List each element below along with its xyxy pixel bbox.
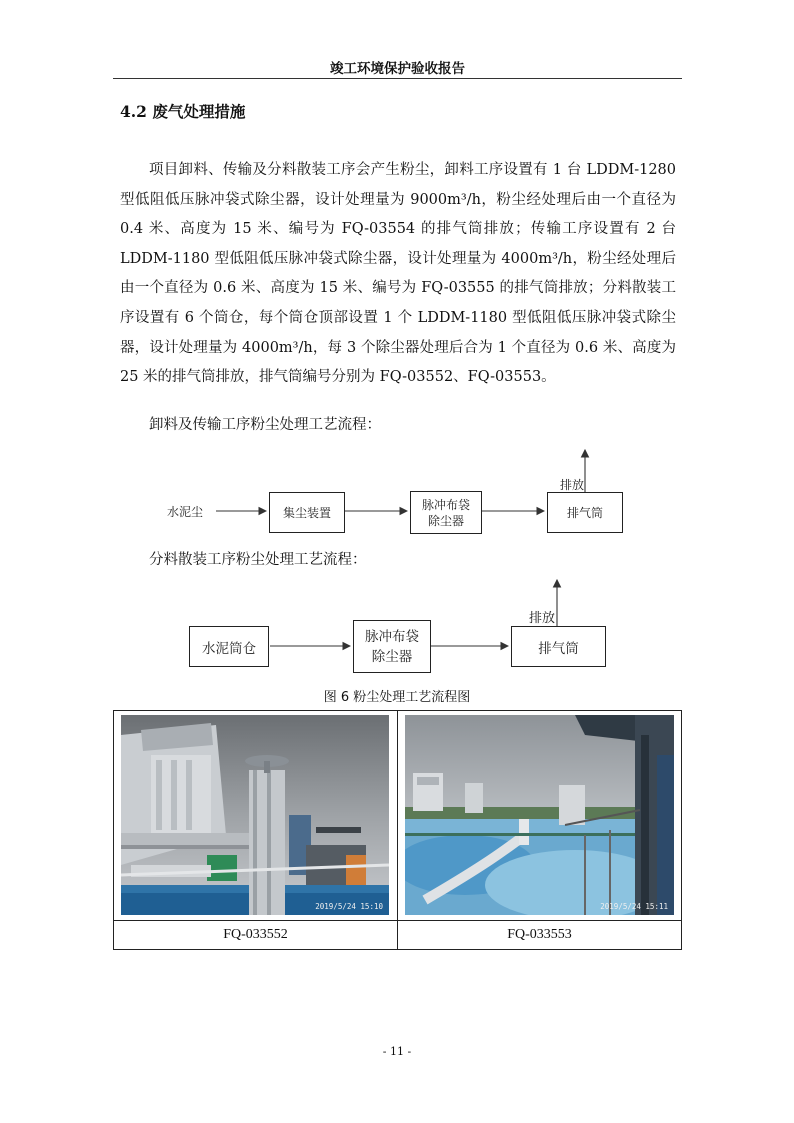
flow1-box-filter-line1: 脉冲布袋 [421, 497, 470, 512]
flow1-box-filter-line2: 除尘器 [427, 513, 464, 528]
flow2-box-filter-line2: 除尘器 [371, 648, 413, 665]
flow1-box-collector-label: 集尘装置 [282, 506, 331, 520]
flow1-box-stack [547, 492, 623, 533]
flow1-source: 水泥尘 [167, 505, 204, 519]
flow1-box-stack-label: 排气筒 [566, 506, 603, 520]
flow2-box-stack [511, 626, 606, 667]
photo1-label: FQ-033552 [223, 927, 288, 942]
table-divider-horizontal [114, 920, 681, 921]
flow1-label: 卸料及传输工序粉尘处理工艺流程： [149, 417, 381, 433]
photo1-timestamp: 2019/5/24 15:10 [315, 902, 383, 911]
flow2-box-filter-line1: 脉冲布袋 [365, 628, 419, 645]
flow1-outlet-label: 排放 [560, 478, 585, 492]
flow2-box-filter [353, 620, 431, 673]
table-divider-vertical [397, 711, 398, 949]
flow2-box-silo-label: 水泥筒仓 [202, 640, 256, 657]
flow2-label: 分料散装工序粉尘处理工艺流程： [149, 552, 367, 568]
photo-rooftop-silo-area [405, 715, 674, 915]
photo2-timestamp: 2019/5/24 15:11 [600, 902, 668, 911]
flow2-box-silo [189, 626, 269, 667]
section-title: 4.2 废气处理措施 [120, 102, 246, 121]
flow2-outlet-label: 排放 [529, 611, 556, 626]
flow1-box-filter [410, 491, 482, 534]
figure-caption: 图 6 粉尘处理工艺流程图 [323, 690, 471, 705]
photo2-label: FQ-033553 [507, 927, 572, 942]
page-header-title: 竣工环境保护验收报告 [330, 61, 465, 77]
flow2-box-stack-label: 排气筒 [538, 640, 579, 657]
photo-fq-033552 [121, 715, 389, 915]
photo-fq-033553 [405, 715, 674, 915]
photo-table [113, 710, 682, 950]
photo-rooftop-dust-collector [121, 715, 389, 915]
body-paragraph: 项目卸料、传输及分料散装工序会产生粉尘，卸料工序设置有 1 台 LDDM-1280 型低阻低压脉冲袋式除尘器，设计处理量为 9000m³/h，粉尘经处理后由一个直径为 0.4 米、高度为 15 米、编号为 FQ-03554 的排气筒排放；传输工序设置有 2 台 LDDM-1180 型低阻低压脉冲袋式除尘器，设计处理量为 4000m³/h，粉尘经处理后由一个直径为 0.6 米、高度为 15 米、编号为 FQ-03555 的排气筒排放；分料散装工序设置有 6 个筒仓，每个筒仓顶部设置 1 个 LDDM-1180 型低阻低压脉冲袋式除尘器，设计处理量为 4000m³/h，每 3 个除尘器处理后合为 1 个直径为 0.6 米、高度为 25 米的排气筒排放，排气筒编号分别为 FQ-03552、FQ-03553。 [120, 162, 676, 386]
flow1-box-collector [269, 492, 345, 533]
page-number: - 11 - [382, 1045, 412, 1058]
